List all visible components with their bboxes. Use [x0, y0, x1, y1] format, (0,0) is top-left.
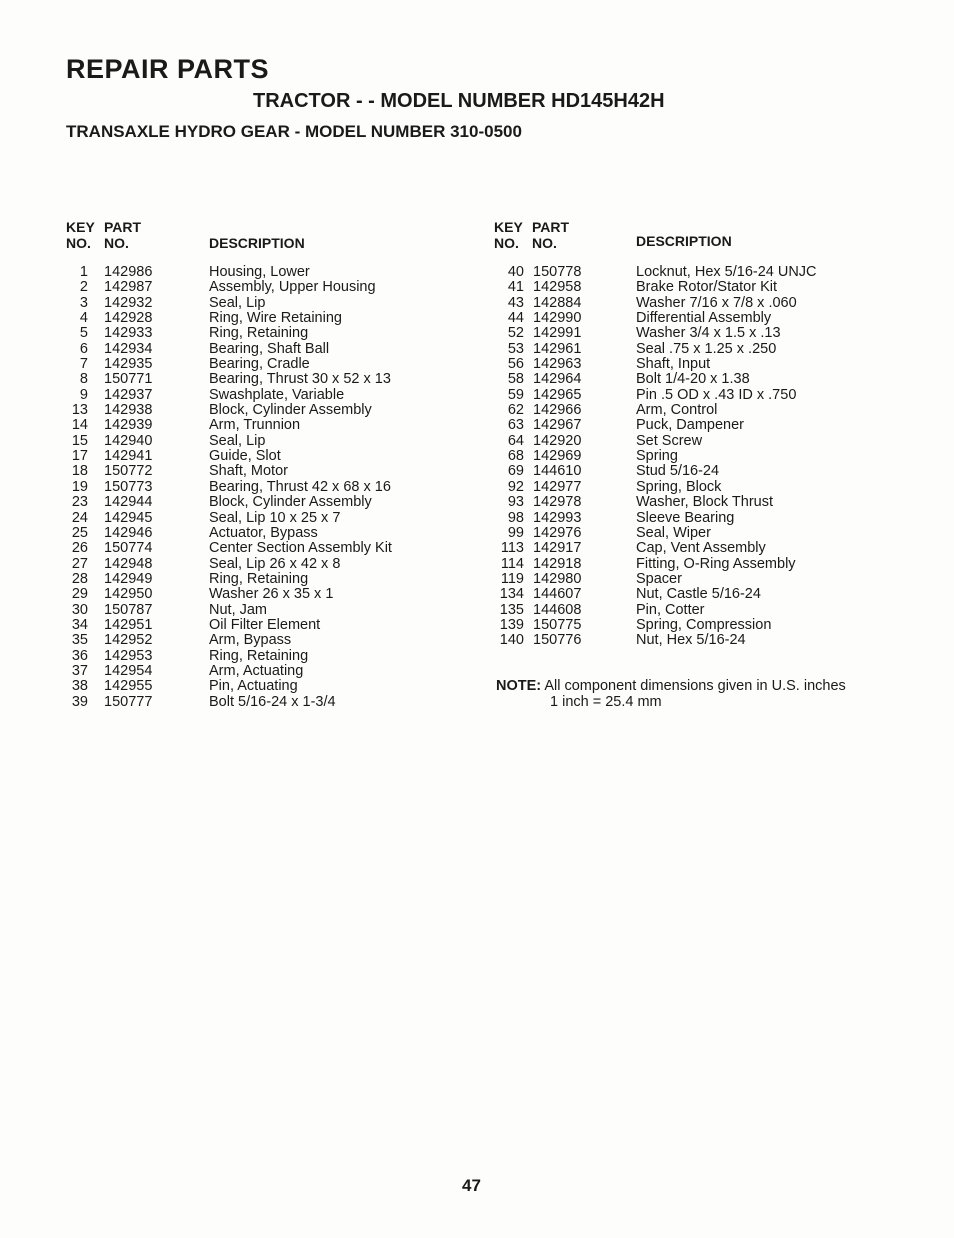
part-number: 142938 — [104, 402, 153, 419]
part-row — [64, 557, 484, 572]
part-description: Arm, Actuating — [209, 662, 304, 679]
part-number: 142935 — [104, 356, 153, 373]
key-number: 99 — [507, 524, 524, 541]
header-description: DESCRIPTION — [636, 233, 732, 249]
key-number: 92 — [507, 478, 524, 495]
part-description: Nut, Castle 5/16-24 — [636, 586, 761, 603]
part-row — [492, 357, 892, 372]
key-number: 68 — [507, 448, 524, 465]
part-row — [492, 372, 892, 387]
part-number: 142932 — [104, 294, 153, 311]
part-description: Seal, Lip — [209, 294, 266, 311]
part-description: Differential Assembly — [636, 310, 772, 327]
part-number: 142969 — [533, 448, 582, 465]
key-number: 35 — [71, 632, 88, 649]
key-number: 2 — [79, 279, 88, 296]
part-description: Swashplate, Variable — [209, 386, 345, 403]
part-description: Locknut, Hex 5/16-24 UNJC — [636, 264, 817, 280]
part-number: 142952 — [104, 632, 153, 649]
part-description: Bearing, Shaft Ball — [209, 340, 330, 357]
key-number: 7 — [79, 356, 88, 373]
page-title: REPAIR PARTS — [66, 54, 270, 84]
part-description: Shaft, Motor — [209, 463, 288, 480]
part-description: Shaft, Input — [636, 356, 711, 373]
part-row — [64, 572, 484, 587]
part-number: 142963 — [533, 356, 582, 373]
part-description: Oil Filter Element — [209, 616, 321, 633]
part-row — [64, 326, 484, 341]
key-number: 24 — [71, 509, 88, 526]
part-row — [492, 296, 892, 311]
part-description: Actuator, Bypass — [209, 524, 318, 541]
header-part-bottom: NO. — [104, 235, 129, 251]
header-key-bottom: NO. — [66, 235, 91, 251]
key-number: 53 — [507, 340, 524, 357]
key-number: 139 — [499, 616, 524, 633]
key-number: 8 — [79, 371, 88, 388]
key-number: 113 — [500, 540, 524, 557]
part-number: 142884 — [533, 294, 582, 311]
part-description: Arm, Bypass — [209, 632, 292, 649]
column-headers — [492, 217, 892, 265]
part-number: 150776 — [533, 632, 582, 649]
key-number: 134 — [499, 586, 524, 603]
part-row — [64, 480, 484, 495]
part-number: 142953 — [104, 647, 153, 664]
part-number: 142941 — [104, 448, 153, 465]
part-number: 150775 — [533, 616, 582, 633]
part-row — [64, 679, 484, 694]
part-number: 142990 — [533, 310, 582, 327]
key-number: 44 — [507, 310, 524, 327]
part-description: Block, Cylinder Assembly — [209, 494, 372, 511]
part-description: Arm, Trunnion — [209, 417, 301, 434]
part-description: Sleeve Bearing — [636, 509, 735, 526]
part-row — [492, 464, 892, 479]
part-description: Bolt 5/16-24 x 1-3/4 — [209, 693, 336, 710]
key-number: 69 — [507, 463, 524, 480]
part-number: 150774 — [104, 540, 153, 557]
header-part-top: PART — [104, 219, 142, 235]
key-number: 23 — [71, 494, 88, 511]
part-row — [492, 265, 892, 280]
part-number: 142945 — [104, 509, 153, 526]
key-number: 18 — [71, 463, 88, 480]
part-number: 142966 — [533, 402, 582, 419]
part-row — [64, 633, 484, 648]
part-description: Spring, Compression — [636, 616, 772, 633]
key-number: 64 — [507, 432, 524, 449]
key-number: 98 — [507, 509, 524, 526]
part-description: Set Screw — [636, 432, 703, 449]
part-row — [64, 449, 484, 464]
part-number: 142978 — [533, 494, 582, 511]
key-number: 59 — [507, 386, 524, 403]
part-description: Washer, Block Thrust — [636, 494, 773, 511]
part-row — [64, 372, 484, 387]
key-number: 135 — [499, 601, 524, 618]
key-number: 52 — [507, 325, 524, 342]
part-description: Pin, Actuating — [209, 678, 298, 695]
part-description: Nut, Hex 5/16-24 — [636, 632, 746, 649]
part-row — [64, 511, 484, 526]
part-description: Spacer — [636, 570, 682, 587]
part-row — [492, 572, 892, 587]
part-number: 142991 — [533, 325, 582, 342]
parts-list-right — [492, 217, 892, 649]
part-number: 150777 — [104, 693, 153, 710]
part-description: Ring, Retaining — [209, 570, 309, 587]
part-row — [492, 418, 892, 433]
parts-list-left — [64, 217, 484, 710]
part-number: 142948 — [104, 555, 153, 572]
part-number: 150778 — [533, 264, 582, 280]
part-row — [492, 434, 892, 449]
key-number: 38 — [71, 678, 88, 695]
part-row — [64, 280, 484, 295]
key-number: 62 — [507, 402, 524, 419]
part-row — [64, 357, 484, 372]
part-number: 150787 — [104, 601, 153, 618]
part-description: Bearing, Thrust 30 x 52 x 13 — [209, 371, 391, 388]
part-row — [64, 526, 484, 541]
key-number: 19 — [71, 478, 88, 495]
part-row — [64, 649, 484, 664]
key-number: 93 — [507, 494, 524, 511]
note-line-1: All component dimensions given in U.S. inches — [544, 678, 846, 694]
key-number: 43 — [507, 294, 524, 311]
part-row — [64, 265, 484, 280]
part-number: 142954 — [104, 662, 153, 679]
note-label: NOTE: — [496, 678, 542, 694]
part-number: 142949 — [104, 570, 153, 587]
part-number: 142967 — [533, 417, 582, 434]
parts-rows-right — [492, 265, 892, 649]
model-subtitle: TRACTOR - - MODEL NUMBER HD145H42H — [253, 90, 665, 112]
part-description: Seal, Lip 10 x 25 x 7 — [209, 509, 341, 526]
part-number: 142940 — [104, 432, 153, 449]
key-number: 140 — [499, 632, 524, 649]
part-row — [64, 418, 484, 433]
part-row — [64, 541, 484, 556]
header-key-top: KEY — [66, 219, 95, 235]
part-number: 144608 — [533, 601, 582, 618]
header-key-top: KEY — [494, 219, 523, 235]
section-title: TRANSAXLE HYDRO GEAR - MODEL NUMBER 310-0500 — [66, 122, 522, 141]
part-number: 144607 — [533, 586, 582, 603]
key-number: 17 — [71, 448, 88, 465]
part-description: Seal, Lip — [209, 432, 266, 449]
part-row — [64, 464, 484, 479]
part-description: Ring, Retaining — [209, 325, 309, 342]
part-row — [492, 311, 892, 326]
part-description: Washer 3/4 x 1.5 x .13 — [636, 325, 781, 342]
key-number: 15 — [71, 432, 88, 449]
part-row — [492, 557, 892, 572]
key-number: 13 — [71, 402, 88, 419]
part-row — [492, 449, 892, 464]
key-number: 58 — [507, 371, 524, 388]
part-description: Brake Rotor/Stator Kit — [636, 279, 778, 296]
dimension-note — [496, 678, 846, 710]
part-number: 142980 — [533, 570, 582, 587]
part-number: 142946 — [104, 524, 153, 541]
header-part-top: PART — [532, 219, 570, 235]
part-number: 142955 — [104, 678, 153, 695]
key-number: 119 — [500, 570, 524, 587]
part-number: 142987 — [104, 279, 153, 296]
part-number: 142934 — [104, 340, 153, 357]
part-number: 142917 — [533, 540, 582, 557]
key-number: 37 — [71, 662, 88, 679]
column-headers — [64, 217, 484, 265]
part-number: 142933 — [104, 325, 153, 342]
part-row — [492, 388, 892, 403]
part-row — [64, 342, 484, 357]
part-description: Seal, Wiper — [636, 524, 711, 541]
part-number: 142944 — [104, 494, 153, 511]
key-number: 41 — [507, 279, 524, 296]
part-number: 144610 — [533, 463, 582, 480]
part-description: Seal .75 x 1.25 x .250 — [636, 340, 777, 357]
key-number: 9 — [79, 386, 88, 403]
part-row — [492, 603, 892, 618]
part-description: Bearing, Thrust 42 x 68 x 16 — [209, 478, 391, 495]
key-number: 28 — [71, 570, 88, 587]
part-row — [492, 526, 892, 541]
part-description: Fitting, O-Ring Assembly — [636, 555, 796, 572]
part-row — [492, 541, 892, 556]
key-number: 25 — [71, 524, 88, 541]
part-row — [64, 296, 484, 311]
part-number: 150773 — [104, 478, 153, 495]
key-number: 29 — [71, 586, 88, 603]
key-number: 5 — [79, 325, 88, 342]
part-row — [64, 434, 484, 449]
part-row — [492, 633, 892, 648]
page-number: 47 — [462, 1176, 481, 1195]
part-number: 142993 — [533, 509, 582, 526]
key-number: 6 — [79, 340, 88, 357]
part-number: 142920 — [533, 432, 582, 449]
part-row — [64, 311, 484, 326]
part-number: 142958 — [533, 279, 582, 296]
key-number: 39 — [71, 693, 88, 710]
header-part-bottom: NO. — [532, 235, 557, 251]
part-number: 142986 — [104, 264, 153, 280]
part-number: 142918 — [533, 555, 582, 572]
part-number: 150771 — [104, 371, 153, 388]
part-description: Cap, Vent Assembly — [636, 540, 766, 557]
part-number: 142939 — [104, 417, 153, 434]
key-number: 114 — [500, 555, 524, 572]
part-description: Nut, Jam — [209, 601, 268, 618]
header-key-bottom: NO. — [494, 235, 519, 251]
part-number: 142964 — [533, 371, 582, 388]
note-line-2: 1 inch = 25.4 mm — [550, 694, 662, 710]
part-number: 142937 — [104, 386, 153, 403]
part-number: 142961 — [533, 340, 582, 357]
part-description: Bearing, Cradle — [209, 356, 310, 373]
key-number: 56 — [507, 356, 524, 373]
part-description: Guide, Slot — [209, 448, 281, 465]
part-row — [64, 664, 484, 679]
part-description: Seal, Lip 26 x 42 x 8 — [209, 555, 341, 572]
part-number: 150772 — [104, 463, 153, 480]
part-row — [64, 618, 484, 633]
part-row — [492, 480, 892, 495]
key-number: 40 — [507, 264, 524, 280]
part-row — [492, 326, 892, 341]
part-row — [64, 495, 484, 510]
part-number: 142950 — [104, 586, 153, 603]
part-number: 142977 — [533, 478, 582, 495]
part-description: Block, Cylinder Assembly — [209, 402, 372, 419]
key-number: 14 — [71, 417, 88, 434]
key-number: 27 — [71, 555, 88, 572]
part-row — [64, 403, 484, 418]
part-description: Ring, Wire Retaining — [209, 310, 342, 327]
key-number: 26 — [71, 540, 88, 557]
part-number: 142976 — [533, 524, 582, 541]
key-number: 1 — [79, 264, 88, 280]
parts-rows-left — [64, 265, 484, 710]
part-row — [64, 695, 484, 710]
part-description: Assembly, Upper Housing — [209, 279, 376, 296]
part-description: Bolt 1/4-20 x 1.38 — [636, 371, 750, 388]
part-description: Pin, Cotter — [636, 601, 705, 618]
key-number: 34 — [71, 616, 88, 633]
key-number: 36 — [71, 647, 88, 664]
key-number: 4 — [79, 310, 88, 327]
part-row — [492, 511, 892, 526]
part-row — [64, 388, 484, 403]
part-row — [64, 603, 484, 618]
part-description: Ring, Retaining — [209, 647, 309, 664]
part-row — [492, 495, 892, 510]
part-row — [492, 342, 892, 357]
part-description: Arm, Control — [636, 402, 718, 419]
part-number: 142951 — [104, 616, 153, 633]
part-row — [492, 587, 892, 602]
part-row — [492, 618, 892, 633]
part-row — [492, 280, 892, 295]
part-row — [492, 403, 892, 418]
header-description: DESCRIPTION — [209, 235, 305, 251]
part-description: Stud 5/16-24 — [636, 463, 720, 480]
part-number: 142965 — [533, 386, 582, 403]
key-number: 63 — [507, 417, 524, 434]
part-description: Spring — [636, 448, 678, 465]
part-description: Puck, Dampener — [636, 417, 744, 434]
part-description: Spring, Block — [636, 478, 722, 495]
part-number: 142928 — [104, 310, 153, 327]
part-description: Center Section Assembly Kit — [209, 540, 392, 557]
key-number: 30 — [71, 601, 88, 618]
key-number: 3 — [79, 294, 88, 311]
part-description: Washer 7/16 x 7/8 x .060 — [636, 294, 797, 311]
part-description: Pin .5 OD x .43 ID x .750 — [636, 386, 797, 403]
part-row — [64, 587, 484, 602]
part-description: Housing, Lower — [209, 264, 310, 280]
part-description: Washer 26 x 35 x 1 — [209, 586, 334, 603]
